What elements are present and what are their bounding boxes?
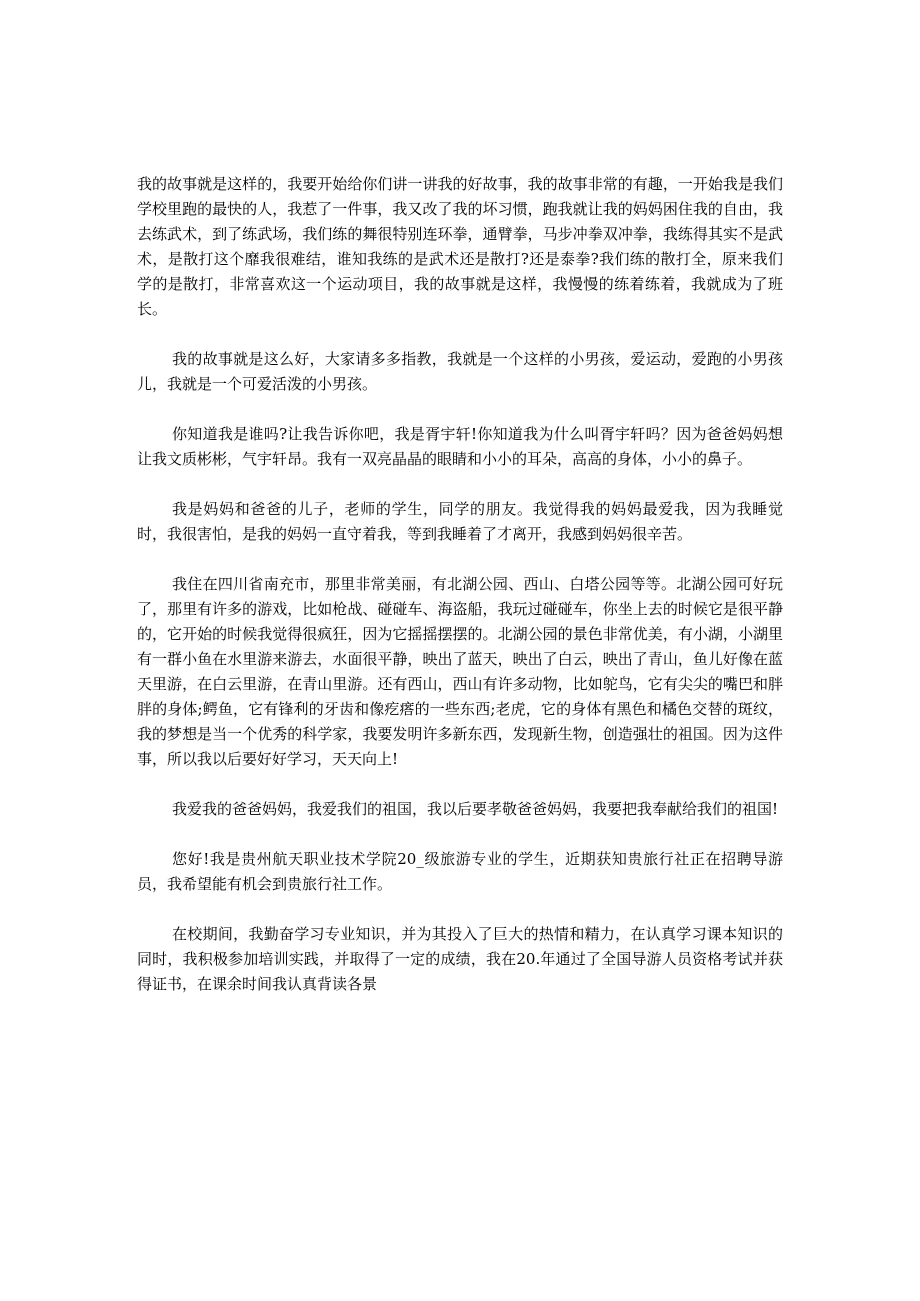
- paragraph-3: 你知道我是谁吗?让我告诉你吧，我是胥宇轩!你知道我为什么叫胥宇轩吗？因为爸爸妈妈想让我文质彬彬，气宇轩昂。我有一双亮晶晶的眼睛和小小的耳朵，高高的身体，小小的鼻子。: [137, 425, 783, 468]
- paragraph-8: 在校期间，我勤奋学习专业知识，并为其投入了巨大的热情和精力，在认真学习课本知识的同时，我积极参加培训实践，并取得了一定的成绩，我在20.年通过了全国导游人员资格考试并获得证书，在课余时间我认真背读各景: [137, 925, 783, 993]
- document-body: [137, 172, 783, 997]
- paragraph-5: 我住在四川省南充市，那里非常美丽，有北湖公园、西山、白塔公园等等。北湖公园可好玩了，那里有许多的游戏，比如枪战、碰碰车、海盗船，我玩过碰碰车，你坐上去的时候它是很平静的，它开始的时候我觉得很疯狂，因为它摇摇摆摆的。北湖公园的景色非常优美，有小湖，小湖里有一群小鱼在水里游来游去，水面很平静，映出了蓝天，映出了白云，映出了青山，鱼儿好像在蓝天里游，在白云里游，在青山里游。还有西山，西山有许多动物，比如鸵鸟，它有尖尖的嘴巴和胖胖的身体;鳄鱼，它有锋利的牙齿和像疙瘩的一些东西;老虎，它的身体有黑色和橘色交替的斑纹，我的梦想是当一个优秀的科学家，我要发明许多新东西，发现新生物，创造强壮的祖国。因为这件事，所以我以后要好好学习，天天向上!: [137, 575, 783, 768]
- paragraph-1: 我的故事就是这样的，我要开始给你们讲一讲我的好故事，我的故事非常的有趣，一开始我是我们学校里跑的最快的人，我惹了一件事，我又改了我的坏习惯，跑我就让我的妈妈困住我的自由，我去练武术，到了练武场，我们练的舞很特别连环拳，通臂拳，马步冲拳双冲拳，我练得其实不是武术，是散打这个靡我很难结，谁知我练的是武术还是散打?还是泰拳?我们练的散打全，原来我们学的是散打，非常喜欢这一个运动项目，我的故事就是这样，我慢慢的练着练着，我就成为了班长。: [137, 175, 783, 318]
- paragraph-2: 我的故事就是这么好，大家请多多指教，我就是一个这样的小男孩，爱运动，爱跑的小男孩儿，我就是一个可爱活泼的小男孩。: [137, 350, 783, 393]
- paragraph-6: 我爱我的爸爸妈妈，我爱我们的祖国，我以后要孝敬爸爸妈妈，我要把我奉献给我们的祖国!: [172, 800, 779, 818]
- paragraph-7: 您好!我是贵州航天职业技术学院20_级旅游专业的学生，近期获知贵旅行社正在招聘导游员，我希望能有机会到贵旅行社工作。: [137, 850, 783, 893]
- paragraph-4: 我是妈妈和爸爸的儿子，老师的学生，同学的朋友。我觉得我的妈妈最爱我，因为我睡觉时，我很害怕，是我的妈妈一直守着我，等到我睡着了才离开，我感到妈妈很辛苦。: [137, 500, 783, 543]
